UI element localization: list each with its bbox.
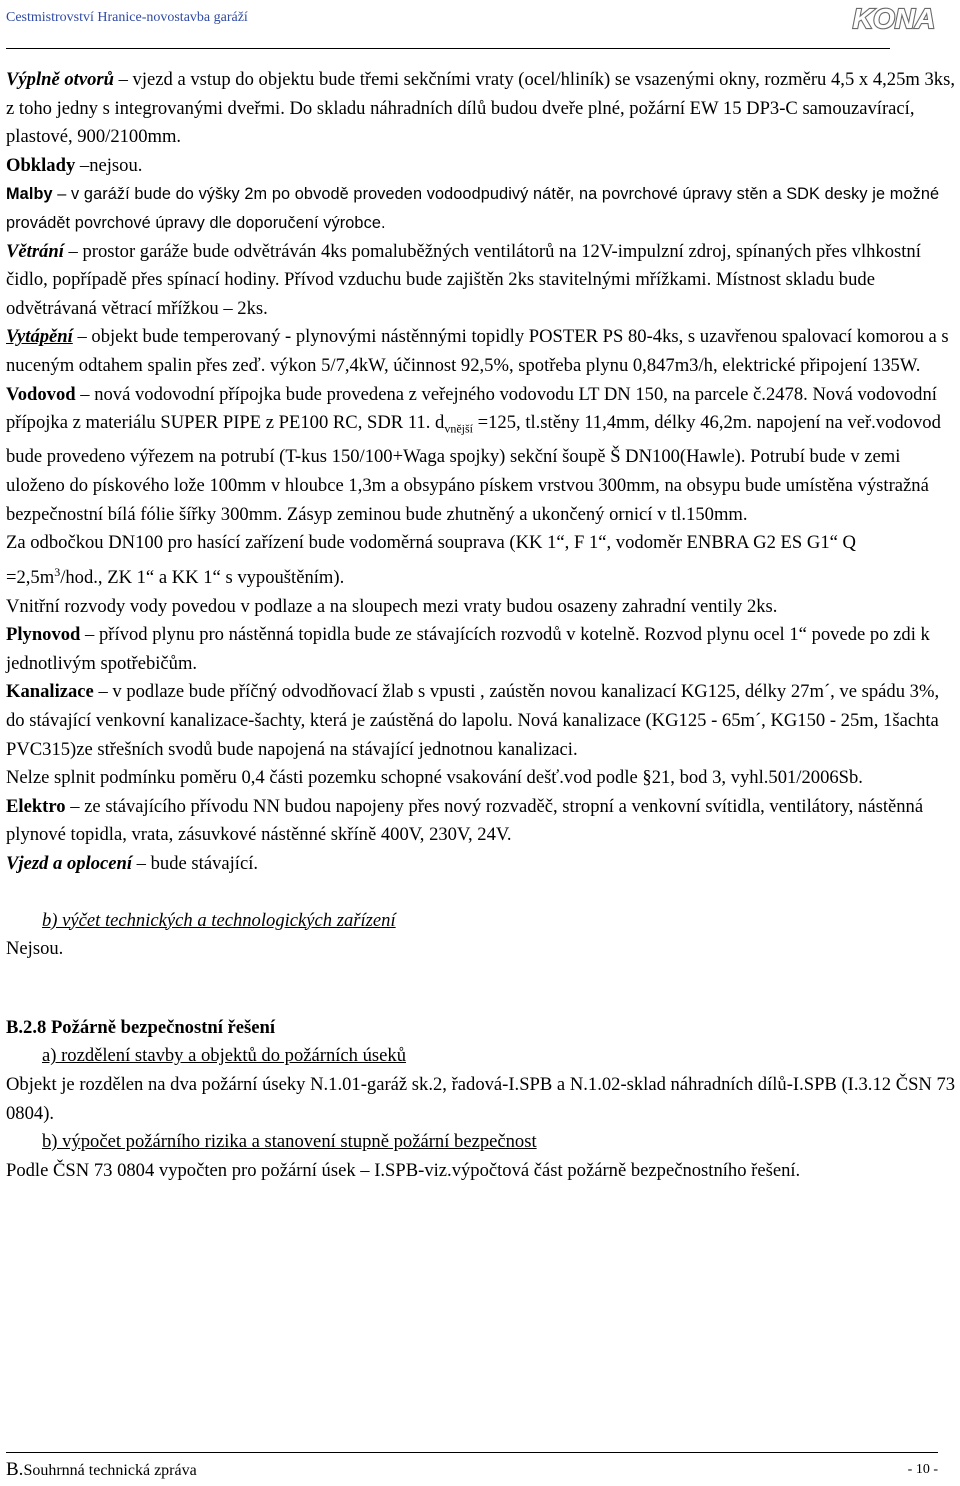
header-title: Cestmistrovství Hranice-novostavba garáží [6,10,248,25]
text-vyplne: – vjezd a vstup do objektu bude třemi sekčními vraty (ocel/hliník) se vsazenými okny, rozměru 4,5 x 4,25m 3ks, z toho jedny s integrovanými dveřmi. Do skladu náhradních dílů budou dveře plné, požární EW 15 DP3-C samouzavírací, plastové, 900/2100mm. [6,69,955,148]
paragraph-odbocka [6,529,956,592]
text-vetrani: – prostor garáže bude odvětráván 4ks pomaluběžných ventilátorů na 12V-impulzní zdroj, spínaných přes vlhkostní čidlo, popřípadě přes spínací hodiny. [6,240,921,291]
term-vyplne: Výplně otvorů [6,69,114,90]
superscript-3: 3 [54,564,61,579]
text-vetrani-2: Přívod vzduchu bude zajištěn 2ks stavitelnými mřížkami. Místnost skladu bude odvětrávaná větrací mřížkou – 2ks. [6,269,875,319]
text-malby: – v garáží bude do výšky 2m po obvodě proveden vodoodpudivý nátěr, na povrchové úpravy stěn a SDK desky je možné provádět povrchové úpravy dle doporučení výrobce. [6,185,940,232]
document-body [6,66,956,1185]
text-plynovod: – přívod plynu pro nástěnná topidla bude ze stávajících rozvodů v kotelně. Rozvod plynu ocel 1“ povede po zdi k jednotlivým spotřebičům. [6,624,930,674]
footer-section-name: Souhrnná technická zpráva [23,1462,197,1479]
text-vodovod-2: =125, tl.stěny 11,4mm, délky 46,2m. napojení na veř.vodovod bude provedeno výřezem na potrubí (T-kus 150/100+Waga spojky) sekční šoupě Š DN100(Hawle). Potrubí bude v zemi uloženo do pískového lože 100mm v hloubce 1,3m a obsypáno pískem vrstvou 300mm, na obsypu bude umístěna výstražná bezpečnostní bílá fólie šířky 300mm. Zásyp zeminou bude zhutněný a ukončený ornicí v tl.150mm. [6,412,941,525]
text-odbocka: Za odbočkou DN100 pro hasící zařízení bude vodoměrná souprava (KK 1“, F 1“, vodoměr ENBRA G2 ES G1“ Q =2,5m [6,532,856,588]
term-vytapeni: Vytápění [6,326,73,348]
paragraph-vyplne [6,66,956,152]
paragraph-kanalizace [6,678,956,764]
paragraph-nejsou: Nejsou. [6,938,64,960]
term-vodovod: Vodovod [6,383,76,405]
term-vjezd: Vjezd a oplocení [6,852,133,874]
heading-vycet-text: b) výčet technických a technologických zařízení [42,909,396,931]
spacer [6,879,956,907]
heading-pozarne-text: B.2.8 Požárně bezpečnostní řešení [6,1016,276,1038]
subheading-vypocet [6,1128,956,1157]
paragraph-malby [6,180,956,237]
text-obklady: –nejsou. [75,154,143,176]
page-number: - 10 - [907,1462,938,1477]
paragraph-vypocet: Podle ČSN 73 0804 vypočten pro požární úsek – I.SPB-viz.výpočtová část požárně bezpečnostního řešení. [6,1159,801,1181]
text-vjezd: – bude stávající. [132,852,259,874]
footer-rule [6,1452,938,1453]
term-plynovod: Plynovod [6,624,81,646]
subscript-vnejsi: vnější [444,421,473,436]
paragraph-vnitrni-rozvody: Vnitřní rozvody vody povedou v podlaze a na sloupech mezi vraty budou osazeny zahradní ventily 2ks. [6,595,778,617]
footer-title [6,1459,197,1481]
kona-logo [846,4,942,34]
heading-pozarne-reseni [6,1014,956,1043]
page-header [6,6,946,42]
text-vytapeni: – objekt bude temperovaný - plynovými nástěnnými topidly POSTER PS 80-4ks, s uzavřenou spalovací komorou a s nuceným odtahem spalin přes zeď. výkon 5/7,4kW, účinnost 92,5%, spotřeba plynu 0,847m3/h, elektrické připojení 135W. [6,326,949,376]
term-malby: Malby [6,185,53,204]
paragraph-vodovod [6,381,956,530]
header-rule [6,48,890,49]
term-elektro: Elektro [6,795,66,817]
paragraph-vjezd [6,850,956,879]
term-obklady: Obklady [6,154,76,176]
text-odbocka-2: /hod., ZK 1“ a KK 1“ s vypouštěním). [60,567,345,588]
paragraph-pozarni-useky: Objekt je rozdělen na dva požární úseky N.1.01-garáž sk.2, řadová-I.SPB a N.1.02-sklad náhradních dílů-I.SPB (I.3.12 ČSN 73 0804). [6,1073,956,1124]
subheading-vypocet-text: b) výpočet požárního rizika a stanovení stupně požární bezpečnost [42,1131,537,1153]
paragraph-obklady [6,152,956,181]
paragraph-plynovod [6,621,956,678]
term-kanalizace: Kanalizace [6,681,94,703]
footer-section-letter: B. [6,1459,24,1480]
paragraph-vsakovani: Nelze splnit podmínku poměru 0,4 části pozemku schopné vsakování dešť.vod podle §21, bod 3, vyhl.501/2006Sb. [6,767,863,789]
subheading-rozdeleni [6,1042,956,1071]
text-kanalizace: – v podlaze bude příčný odvodňovací žlab s vpusti , zaústěn novou kanalizací KG125, délky 27m´, ve spádu 3%, do stávající venkovní kanalizace-šachty, která je zaústěná do lapolu. Nová kanalizace (KG125 - 65m´, KG150 - 25m, 1šachta PVC315)ze střešních svodů bude napojená na stávající jednotnou kanalizaci. [6,681,940,760]
text-elektro: – ze stávajícího přívodu NN budou napojeny přes nový rozvaděč, stropní a venkovní svítidla, ventilátory, nástěnná plynové topidla, vrata, zásuvkové nástěnné skříně 400V, 230V, 24V. [6,795,924,846]
text-vodovod: – nová vodovodní přípojka bude provedena z veřejného vodovodu LT DN 150, na parcele č.2478. Nová vodovodní přípojka z materiálu SUPER PIPE z PE100 RC, SDR 11. d [6,383,937,434]
heading-vycet-zarizeni [6,907,956,936]
spacer [6,964,956,1014]
term-vetrani: Větrání [6,240,64,262]
paragraph-elektro [6,793,956,850]
subheading-rozdeleni-text: a) rozdělení stavby a objektů do požárních úseků [42,1045,407,1067]
paragraph-vetrani [6,238,956,324]
paragraph-vytapeni [6,323,956,380]
logo-text: KONA [852,4,936,34]
